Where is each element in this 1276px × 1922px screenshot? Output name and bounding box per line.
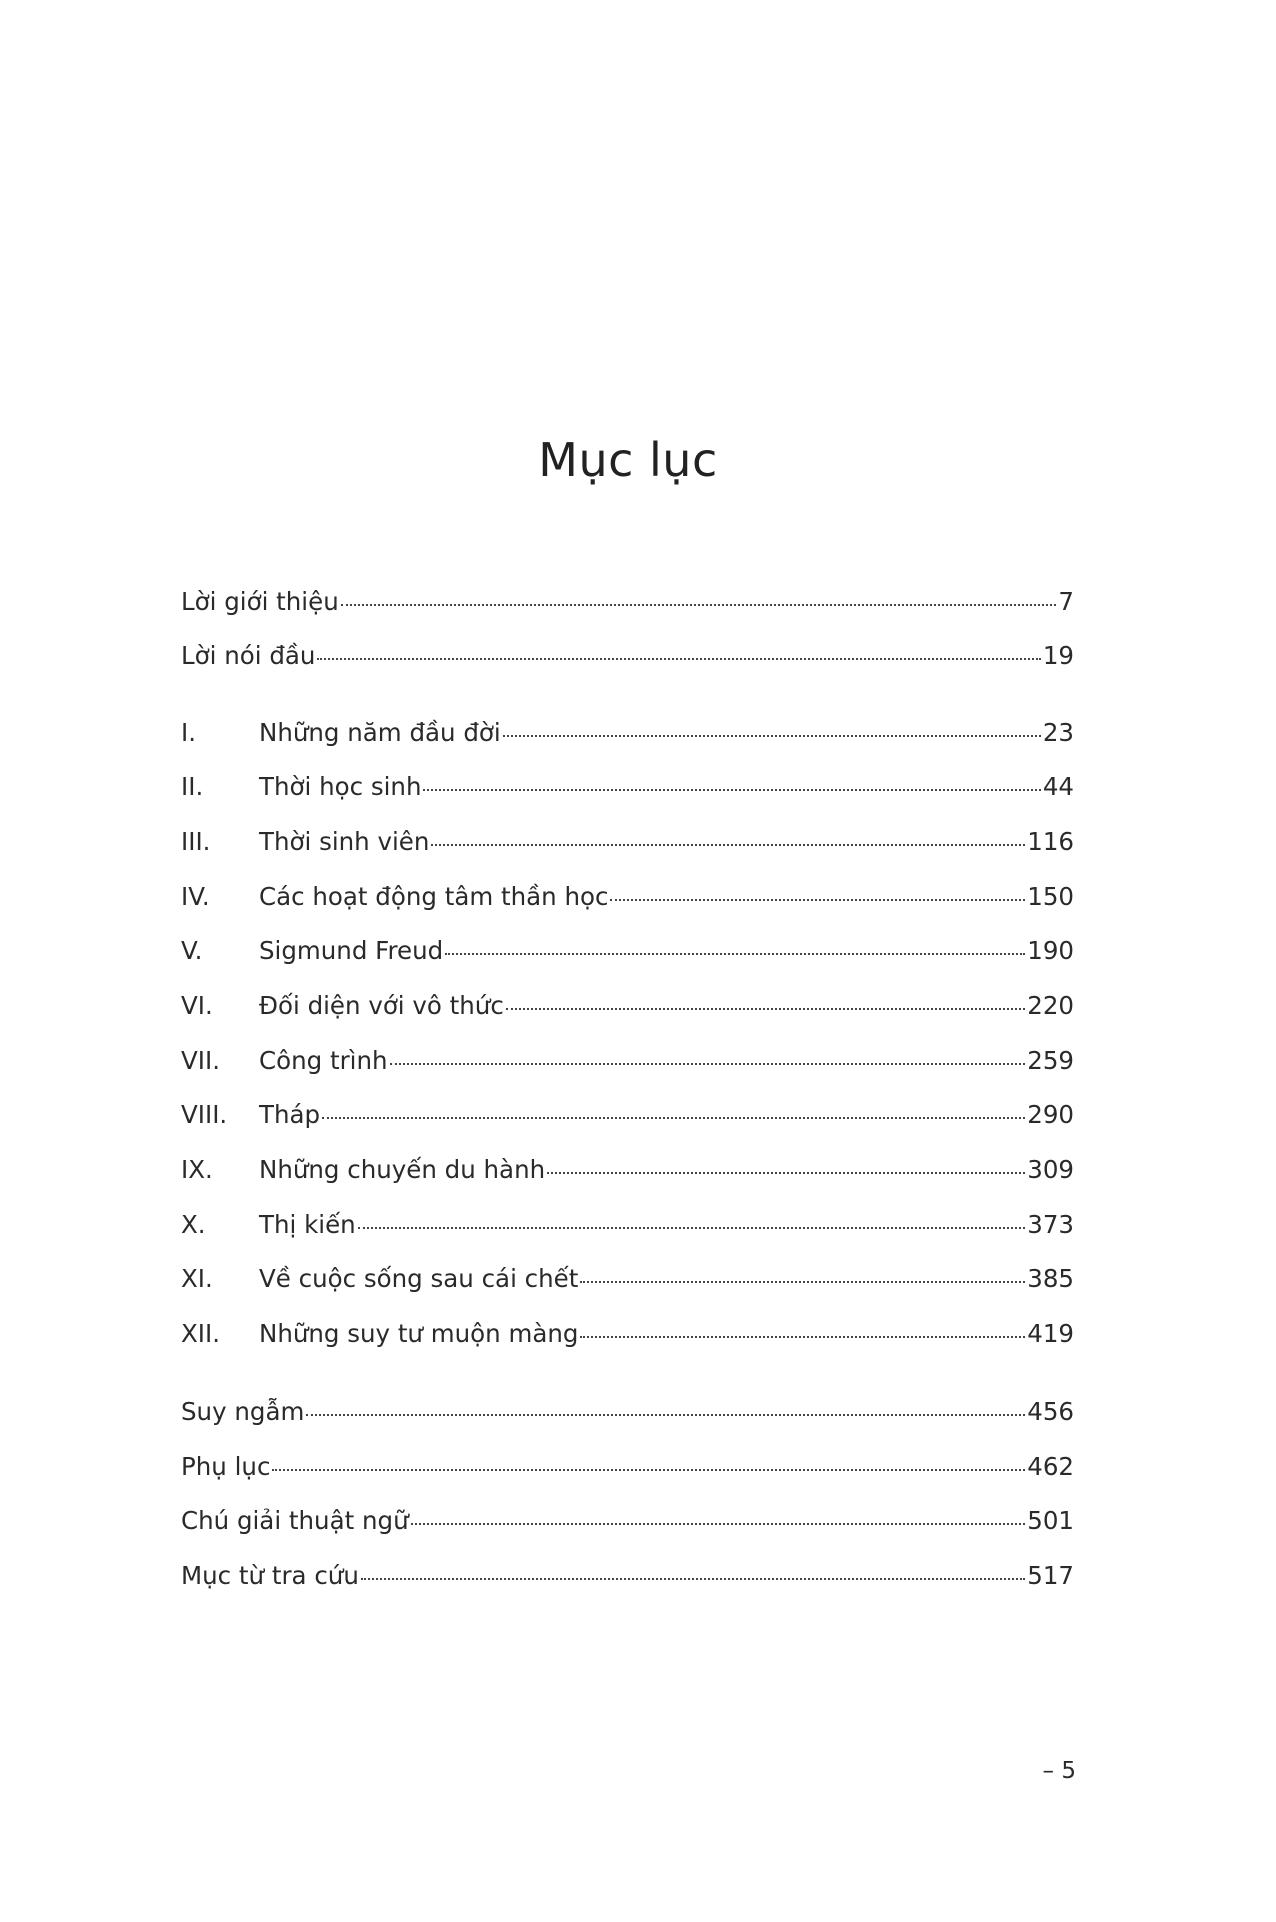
toc-entry-label: Phụ lục — [181, 1452, 271, 1481]
toc-entry-label: Công trình — [259, 1046, 388, 1075]
toc-chapter-6[interactable] — [181, 991, 1074, 1025]
toc-entry-label: Những chuyến du hành — [259, 1155, 546, 1184]
toc-entry-page: 259 — [1027, 1046, 1074, 1075]
toc-entry-page: 220 — [1027, 991, 1074, 1020]
toc-entry-page: 190 — [1027, 936, 1074, 965]
chapter-number: II. — [181, 772, 204, 801]
toc-chapter-11[interactable] — [181, 1264, 1074, 1298]
toc-entry-loi-noi-dau[interactable] — [181, 641, 1074, 675]
chapter-number: VI. — [181, 991, 213, 1020]
toc-entry-label: Tháp — [259, 1100, 321, 1129]
chapter-number: VII. — [181, 1046, 220, 1075]
dot-leader — [547, 1171, 1025, 1174]
toc-entry-page: 150 — [1027, 882, 1074, 911]
chapter-number: VIII. — [181, 1100, 228, 1129]
dot-leader — [503, 734, 1041, 737]
toc-entry-label: Chú giải thuật ngữ — [181, 1506, 409, 1535]
toc-entry-loi-gioi-thieu[interactable] — [181, 587, 1074, 621]
toc-chapter-7[interactable] — [181, 1046, 1074, 1080]
chapter-number: XI. — [181, 1264, 213, 1293]
toc-entry-label: Lời nói đầu — [181, 641, 316, 670]
toc-entry-label: Thời học sinh — [259, 772, 422, 801]
dot-leader — [610, 898, 1025, 901]
toc-entry-page: 309 — [1027, 1155, 1074, 1184]
page-number: – 5 — [1042, 1758, 1076, 1784]
toc-entry-page: 116 — [1027, 827, 1074, 856]
toc-entry-page: 419 — [1027, 1319, 1074, 1348]
toc-entry-page: 501 — [1027, 1506, 1074, 1535]
dot-leader — [431, 843, 1025, 846]
toc-entry-phu-luc[interactable] — [181, 1452, 1074, 1486]
page-title: Mục lục — [538, 432, 718, 487]
dot-leader — [411, 1522, 1026, 1525]
dot-leader — [390, 1062, 1026, 1065]
toc-entry-label: Về cuộc sống sau cái chết — [259, 1264, 579, 1293]
dot-leader — [580, 1335, 1025, 1338]
toc-entry-page: 44 — [1042, 772, 1074, 801]
chapter-number: I. — [181, 718, 197, 747]
toc-entry-label: Lời giới thiệu — [181, 587, 339, 616]
toc-chapter-9[interactable] — [181, 1155, 1074, 1189]
toc-entry-label: Suy ngẫm — [181, 1397, 305, 1426]
dot-leader — [272, 1468, 1025, 1471]
dot-leader — [423, 788, 1040, 791]
toc-entry-label: Mục từ tra cứu — [181, 1561, 359, 1590]
dot-leader — [361, 1577, 1025, 1580]
toc-entry-page: 456 — [1027, 1397, 1074, 1426]
toc-entry-label: Thời sinh viên — [259, 827, 430, 856]
chapter-number: X. — [181, 1210, 206, 1239]
dot-leader — [322, 1116, 1025, 1119]
toc-chapter-3[interactable] — [181, 827, 1074, 861]
dot-leader — [445, 952, 1025, 955]
toc-entry-page: 462 — [1027, 1452, 1074, 1481]
chapter-number: IV. — [181, 882, 210, 911]
toc-entry-label: Thị kiến — [259, 1210, 356, 1239]
chapter-number: III. — [181, 827, 211, 856]
toc-entry-label: Các hoạt động tâm thần học — [259, 882, 609, 911]
toc-entry-suy-ngam[interactable] — [181, 1397, 1074, 1431]
toc-entry-page: 23 — [1042, 718, 1074, 747]
toc-entry-muc-tu-tra-cuu[interactable] — [181, 1561, 1074, 1595]
toc-entry-page: 7 — [1058, 587, 1074, 616]
toc-entry-label: Sigmund Freud — [259, 936, 444, 965]
dot-leader — [317, 657, 1040, 660]
toc-entry-page: 373 — [1027, 1210, 1074, 1239]
chapter-number: XII. — [181, 1319, 221, 1348]
toc-chapter-1[interactable] — [181, 718, 1074, 752]
dot-leader — [580, 1280, 1025, 1283]
dot-leader — [341, 603, 1057, 606]
toc-entry-label: Đối diện với vô thức — [259, 991, 504, 1020]
toc-chapter-2[interactable] — [181, 772, 1074, 806]
toc-entry-page: 385 — [1027, 1264, 1074, 1293]
toc-entry-page: 19 — [1042, 641, 1074, 670]
dot-leader — [506, 1007, 1025, 1010]
chapter-number: V. — [181, 936, 203, 965]
toc-entry-page: 290 — [1027, 1100, 1074, 1129]
toc-chapter-12[interactable] — [181, 1319, 1074, 1353]
toc-entry-page: 517 — [1027, 1561, 1074, 1590]
toc-entry-chu-giai-thuat-ngu[interactable] — [181, 1506, 1074, 1540]
toc-chapter-5[interactable] — [181, 936, 1074, 970]
toc-chapter-8[interactable] — [181, 1100, 1074, 1134]
dot-leader — [306, 1413, 1025, 1416]
dot-leader — [358, 1226, 1026, 1229]
chapter-number: IX. — [181, 1155, 213, 1184]
toc-entry-label: Những suy tư muộn màng — [259, 1319, 579, 1348]
toc-chapter-10[interactable] — [181, 1210, 1074, 1244]
toc-entry-label: Những năm đầu đời — [259, 718, 501, 747]
toc-chapter-4[interactable] — [181, 882, 1074, 916]
